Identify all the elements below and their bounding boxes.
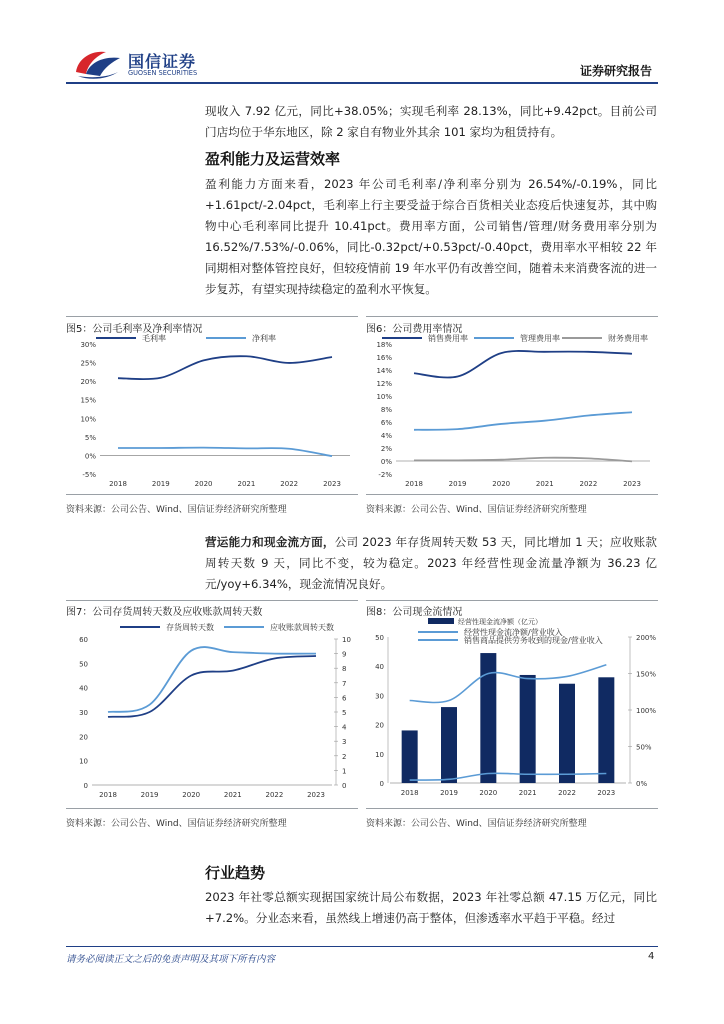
legend-label-3: 财务费用率 [608, 334, 648, 343]
y-tick-label: -5% [82, 471, 96, 479]
y-tick-label: 12% [376, 380, 392, 388]
x-tick-label: 2023 [623, 480, 641, 488]
x-tick-label: 2020 [492, 480, 511, 488]
y-left-tick-label: 30 [375, 692, 384, 701]
y-left-tick-label: 30 [79, 709, 88, 717]
y-left-tick-label: 10 [79, 757, 88, 766]
fig8-top-rule [366, 600, 658, 601]
y-tick-label: 14% [376, 367, 392, 375]
y-right-tick-label: 6 [342, 694, 347, 703]
y-left-tick-label: 50 [375, 634, 384, 642]
fig5-source: 资料来源：公司公告、Wind、国信证券经济研究所整理 [66, 505, 287, 515]
fig7-source: 资料来源：公司公告、Wind、国信证券经济研究所整理 [66, 819, 287, 829]
y-tick-label: 0% [380, 458, 392, 466]
y-tick-label: 4% [380, 432, 392, 440]
y-left-tick-label: 50 [79, 660, 88, 669]
y-left-tick-label: 0 [379, 780, 384, 788]
legend-label-1: 经营性现金流净额（亿元） [458, 618, 542, 626]
legend-label-2: 管理费用率 [520, 334, 560, 343]
fig8-source: 资料来源：公司公告、Wind、国信证券经济研究所整理 [366, 819, 587, 829]
fig6-source: 资料来源：公司公告、Wind、国信证券经济研究所整理 [366, 505, 587, 515]
x-tick-label: 2020 [182, 791, 201, 799]
y-tick-label: 10% [376, 393, 392, 401]
x-tick-label: 2023 [307, 791, 325, 799]
legend-label-1: 存货周转天数 [166, 623, 214, 632]
legend-swatch-1 [428, 618, 454, 624]
report-type: 证券研究报告 [580, 64, 653, 78]
y-right-tick-label: 0 [342, 782, 347, 790]
bar [559, 684, 575, 783]
y-tick-label: 2% [380, 445, 392, 453]
x-tick-label: 2021 [518, 789, 537, 797]
page-number: 4 [648, 951, 655, 962]
y-tick-label: 18% [376, 341, 392, 349]
y-tick-label: 5% [84, 433, 96, 442]
x-tick-label: 2023 [597, 789, 616, 797]
x-tick-label: 2019 [151, 480, 170, 488]
fig5-bottom-rule [66, 494, 358, 495]
y-tick-label: 8% [380, 406, 392, 414]
x-tick-label: 2018 [109, 480, 127, 488]
guosen-logo-icon [70, 46, 126, 80]
bar [441, 707, 457, 783]
fig5-title: 图5：公司毛利率及净利率情况 [66, 324, 203, 335]
logo [70, 46, 126, 80]
operations-text: 公司 2023 年存货周转天数 53 天，同比增加 1 天；应收账款周转天数 9 天，同比不变，较为稳定。2023 年经营性现金流量净额为 36.23 亿元/yoy+6.34%，现金流情况良好。 [205, 535, 657, 591]
series-line-2 [414, 412, 632, 430]
y-left-tick-label: 0 [83, 782, 88, 790]
legend-label-1: 毛利率 [142, 334, 166, 343]
y-tick-label: 30% [80, 341, 96, 349]
y-left-tick-label: 20 [375, 721, 384, 730]
x-tick-label: 2021 [237, 480, 256, 488]
section-title-profitability: 盈利能力及运营效率 [205, 150, 341, 168]
y-left-tick-label: 60 [79, 636, 88, 644]
x-tick-label: 2023 [323, 480, 341, 488]
section-title-industry: 行业趋势 [205, 864, 266, 882]
fig7-title: 图7：公司存货周转天数及应收账款周转天数 [66, 607, 263, 618]
x-tick-label: 2022 [579, 480, 598, 488]
y-tick-label: 0% [84, 452, 96, 461]
y-right-tick-label: 8 [342, 665, 347, 674]
y-left-tick-label: 10 [375, 750, 384, 759]
series-line-2 [118, 448, 332, 457]
legend-label-2: 净利率 [252, 334, 276, 343]
x-tick-label: 2022 [280, 480, 299, 488]
fig5-top-rule [66, 316, 358, 317]
y-right-tick-label: 100% [636, 707, 657, 715]
x-tick-label: 2019 [448, 480, 467, 488]
series-line-2 [410, 665, 607, 703]
x-tick-label: 2020 [479, 789, 498, 797]
y-tick-label: 10% [80, 415, 96, 424]
series-line-1 [410, 773, 607, 780]
y-right-tick-label: 9 [342, 650, 347, 659]
y-right-tick-label: 10 [342, 636, 351, 644]
fig7-chart [66, 615, 358, 805]
bar [520, 675, 536, 783]
x-tick-label: 2021 [535, 480, 554, 488]
y-right-tick-label: 150% [636, 670, 657, 679]
fig8-bottom-rule [366, 808, 658, 809]
x-tick-label: 2022 [558, 789, 576, 797]
fig6-title: 图6：公司费用率情况 [366, 324, 463, 335]
fig8-title: 图8：公司现金流情况 [366, 607, 463, 618]
y-tick-label: -2% [378, 471, 392, 479]
y-left-tick-label: 40 [79, 684, 88, 693]
paragraph-profitability: 盈利能力方面来看，2023 年公司毛利率/净利率分别为 26.54%/-0.19%，同比+1.61pct/-2.04pct，毛利率上行主要受益于综合百货相关业态疫后快速复苏，其中购物中心毛利率同比提升 10.41pct。费用率方面，公司销售/管理/财务费用率分别为 16.52%/7.53%/-0.06%，同比-0.32pct/+0.53pct/-0.40pct，费用率水平相较 22 年同期相对整体管控良好，但较疫情前 19 年水平仍有改善空间，随着未来消费客流的进一步复苏，有望实现持续稳定的盈利水平恢复。 [205, 177, 657, 296]
brand-name-en: GUOSEN SECURITIES [128, 69, 198, 77]
series-line-1 [118, 356, 332, 379]
fig5-chart [66, 330, 358, 490]
legend-label-2: 经营性现金流净额/营业收入 [464, 628, 563, 637]
y-right-tick-label: 4 [342, 723, 347, 732]
bar [402, 730, 418, 783]
x-tick-label: 2019 [140, 791, 159, 799]
y-right-tick-label: 1 [342, 767, 347, 776]
bar [598, 677, 614, 783]
x-tick-label: 2018 [99, 791, 117, 799]
fig8-chart [366, 615, 658, 805]
legend-label-3: 销售商品提供劳务收到的现金/营业收入 [464, 636, 603, 645]
fig6-chart [366, 330, 658, 490]
y-right-tick-label: 200% [636, 634, 657, 642]
y-right-tick-label: 2 [342, 752, 347, 761]
y-tick-label: 25% [80, 359, 96, 368]
fig7-bottom-rule [66, 808, 358, 809]
brand-name-cn: 国信证券 [128, 52, 197, 71]
footer-rule [66, 946, 658, 947]
fig6-top-rule [366, 316, 658, 317]
y-right-tick-label: 7 [342, 679, 347, 688]
y-right-tick-label: 5 [342, 709, 347, 717]
y-right-tick-label: 3 [342, 738, 347, 747]
x-tick-label: 2018 [400, 789, 419, 797]
legend-label-2: 应收账款周转天数 [270, 623, 334, 632]
operations-lead: 营运能力和现金流方面， [205, 535, 335, 549]
footer-disclaimer: 请务必阅读正文之后的免责声明及其项下所有内容 [66, 954, 276, 965]
fig6-bottom-rule [366, 494, 658, 495]
y-left-tick-label: 40 [375, 663, 384, 672]
y-right-tick-label: 0% [636, 780, 648, 788]
y-tick-label: 16% [376, 354, 392, 362]
series-line-1 [108, 656, 316, 717]
y-right-tick-label: 50% [636, 743, 652, 752]
x-tick-label: 2019 [440, 789, 458, 797]
y-tick-label: 20% [80, 378, 96, 387]
x-tick-label: 2021 [223, 791, 242, 799]
x-tick-label: 2018 [405, 480, 423, 488]
series-line-1 [414, 351, 632, 378]
x-tick-label: 2020 [194, 480, 213, 488]
y-tick-label: 6% [380, 419, 392, 427]
paragraph-industry: 2023 年社零总额实现据国家统计局公布数据，2023 年社零总额 47.15 万亿元，同比+7.2%。分业态来看，虽然线上增速仍高于整体，但渗透率水平趋于平稳。经过 [205, 890, 657, 925]
y-left-tick-label: 20 [79, 733, 88, 742]
fig7-top-rule [66, 600, 358, 601]
y-tick-label: 15% [80, 396, 96, 405]
header-rule [66, 82, 658, 84]
paragraph-operations [205, 532, 657, 595]
x-tick-label: 2022 [265, 791, 284, 799]
paragraph-revenue: 现收入 7.92 亿元，同比+38.05%；实现毛利率 28.13%，同比+9.42pct。目前公司门店均位于华东地区，除 2 家自有物业外其余 101 家均为租赁持有。 [205, 104, 657, 139]
legend-label-1: 销售费用率 [428, 334, 468, 343]
